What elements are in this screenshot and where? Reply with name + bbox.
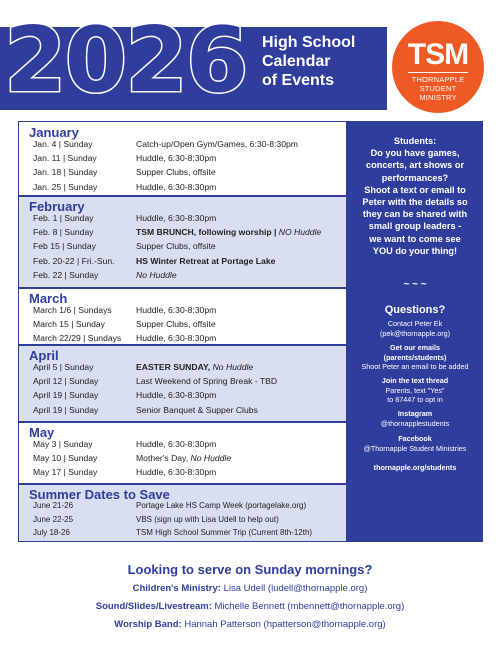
text-thread-info — [351, 376, 479, 405]
promo-line: small group leaders - — [368, 221, 462, 232]
event-description — [136, 465, 216, 479]
title-line: of Events — [262, 72, 335, 89]
logo-sub-line: THORNAPPLE — [411, 75, 465, 84]
event-date: April 19 | Sunday — [33, 390, 99, 401]
event-text: Huddle, 6:30-8:30pm — [136, 439, 217, 449]
facebook-info — [351, 434, 479, 453]
serve-contact-line — [0, 619, 500, 630]
month-divider — [19, 421, 346, 423]
event-text: Catch-up/Open Gym/Games, 6:30-8:30pm — [136, 139, 298, 149]
event-description — [136, 317, 216, 331]
events-calendar — [18, 121, 347, 542]
event-date: June 22-25 — [33, 514, 74, 524]
event-description — [136, 513, 279, 526]
tilde-divider: ~ ~ ~ — [403, 279, 427, 290]
event-date: June 21-26 — [33, 501, 74, 510]
text-thread-body: Parents, text "Yes" — [385, 385, 445, 395]
contact-line: Contact Peter Ek — [387, 319, 443, 328]
event-text: Huddle, 6:30-8:30pm — [136, 467, 217, 478]
facebook-heading: Facebook — [398, 434, 432, 443]
event-description — [136, 239, 216, 253]
serve-role: Worship Band: — [114, 619, 182, 630]
event-date: April 12 | Sunday — [33, 376, 99, 387]
text-thread-body: to 87447 to opt in — [387, 395, 443, 404]
event-text: Last Weekend of Spring Break - TBD — [136, 376, 278, 387]
event-date: Feb. 22 | Sunday — [33, 269, 99, 280]
event-text: EASTER SUNDAY, — [136, 362, 213, 372]
event-date: Feb. 8 | Sunday — [33, 227, 94, 238]
emails-heading: (parents/students) — [383, 352, 447, 362]
event-description — [136, 268, 177, 282]
instagram-heading: Instagram — [397, 409, 433, 418]
month-heading: April — [29, 348, 59, 363]
event-description — [136, 451, 231, 465]
title-line: Calendar — [262, 53, 331, 70]
event-text: Supper Clubs, offsite — [136, 241, 216, 252]
event-description — [136, 403, 258, 417]
event-description — [136, 437, 216, 451]
serve-contact: Lisa Udell (ludell@thornapple.org) — [220, 583, 368, 594]
serve-heading: Looking to serve on Sunday mornings? — [127, 562, 373, 577]
info-sidebar — [347, 121, 483, 542]
event-text: Supper Clubs, offsite — [136, 319, 216, 330]
logo-sub-line: STUDENT — [419, 84, 457, 93]
month-divider — [19, 344, 346, 346]
month-heading: Summer Dates to Save — [29, 487, 170, 502]
instagram-handle: @thornapplestudents — [380, 418, 450, 428]
event-text: TSM High School Summer Trip (Current 8th-12th) — [136, 528, 313, 537]
serve-role: Sound/Slides/Livestream: — [95, 601, 212, 612]
emails-heading: Get our emails — [390, 343, 440, 352]
event-description — [136, 303, 216, 317]
event-description — [136, 180, 216, 194]
event-note: NO Huddle — [278, 227, 322, 238]
serve-contact-line — [0, 583, 500, 594]
event-date: Jan. 11 | Sunday — [33, 153, 97, 164]
calendar-title — [262, 33, 392, 90]
event-text: Mother's Day, — [136, 453, 191, 464]
month-section-april — [19, 345, 346, 422]
promo-line: Do you have games, — [370, 148, 460, 159]
event-note: No Huddle — [212, 362, 254, 372]
month-divider — [19, 195, 346, 197]
event-description — [136, 254, 275, 268]
month-heading: February — [29, 199, 85, 214]
event-date: March 1/6 | Sundays — [33, 305, 112, 315]
logo-sub-line: MINISTRY — [419, 93, 457, 102]
promo-line: Shoot a text or email to — [364, 184, 466, 195]
contact-email: (pek@thornapple.org) — [379, 328, 451, 338]
event-description — [136, 374, 277, 388]
event-text: Huddle, 6:30-8:30pm — [136, 333, 217, 344]
logo-sub-text — [392, 75, 484, 102]
title-line: High School — [262, 34, 356, 51]
event-date: Feb. 20-22 | Fri.-Sun. — [33, 255, 115, 266]
event-note: No Huddle — [190, 453, 232, 464]
promo-line: performances? — [381, 172, 449, 183]
promo-line: YOU do your thing! — [372, 245, 458, 256]
event-text: Huddle, 6:30-8:30pm — [136, 305, 217, 315]
instagram-info — [351, 409, 479, 428]
year-title: 2026 — [4, 8, 247, 113]
month-divider — [19, 287, 346, 289]
event-description — [136, 165, 216, 179]
questions-heading: Questions? — [384, 304, 446, 316]
event-date: May 3 | Sunday — [33, 439, 93, 449]
tsm-logo — [392, 21, 484, 113]
serve-contact: Hannah Patterson (hpatterson@thornapple.org) — [181, 619, 386, 630]
month-heading: May — [29, 425, 55, 440]
serve-contact-line — [0, 601, 500, 612]
event-note: No Huddle — [136, 269, 177, 280]
month-section-march — [19, 288, 346, 345]
month-divider — [19, 483, 346, 485]
event-text: Portage Lake HS Camp Week (portagelake.org) — [136, 501, 307, 510]
month-section-february — [19, 196, 346, 288]
event-date: July 18-26 — [33, 528, 70, 537]
event-text: VBS (sign up with Lisa Udell to help out) — [136, 514, 279, 524]
month-section-january — [19, 122, 346, 196]
event-date: Jan. 25 | Sunday — [33, 181, 98, 192]
event-date: March 22/29 | Sundays — [33, 333, 122, 344]
emails-info — [351, 343, 479, 372]
logo-main-text: TSM — [407, 38, 469, 71]
event-text: Senior Banquet & Supper Clubs — [136, 404, 258, 415]
event-text: Huddle, 6:30-8:30pm — [136, 181, 217, 192]
event-description — [136, 225, 321, 239]
event-date: May 17 | Sunday — [33, 467, 98, 478]
month-heading: January — [29, 125, 79, 140]
event-date: April 5 | Sunday — [33, 362, 94, 372]
contact-info — [351, 319, 479, 338]
event-description — [136, 151, 216, 165]
month-heading: March — [29, 291, 68, 306]
event-description — [136, 388, 216, 402]
students-promo — [351, 135, 479, 257]
promo-line: they can be shared with — [362, 209, 468, 220]
text-thread-heading: Join the text thread — [381, 376, 449, 385]
event-text: Huddle, 6:30-8:30pm — [136, 390, 217, 401]
event-date: March 15 | Sunday — [33, 319, 105, 330]
facebook-handle: @Thornapple Student Ministries — [363, 443, 467, 453]
event-date: Feb. 1 | Sunday — [33, 213, 94, 223]
event-date: April 19 | Sunday — [33, 404, 99, 415]
month-section-may — [19, 422, 346, 484]
event-text: TSM BRUNCH, following worship | — [136, 227, 279, 238]
promo-line: we want to come see — [369, 233, 461, 244]
event-date: May 10 | Sunday — [33, 453, 98, 464]
event-text: Supper Clubs, offsite — [136, 167, 216, 178]
event-date: Jan. 4 | Sunday — [33, 139, 93, 149]
promo-line: Students: — [393, 136, 437, 146]
logo-rule — [408, 72, 468, 73]
event-description — [136, 360, 253, 374]
promo-line: Peter with the details so — [362, 197, 468, 208]
month-section-summer-dates-to-save — [19, 484, 346, 541]
event-description — [136, 499, 306, 512]
website-link[interactable]: thornapple.org/students — [373, 463, 457, 472]
emails-body: Shoot Peter an email to be added — [361, 362, 469, 371]
event-description — [136, 211, 216, 225]
event-text: HS Winter Retreat at Portage Lake — [136, 255, 276, 266]
promo-line: concerts, art shows or — [365, 160, 465, 171]
serve-contact: Michelle Bennett (mbennett@thornapple.org) — [211, 601, 405, 612]
serve-role: Children's Ministry: — [132, 583, 221, 594]
event-text: Huddle, 6:30-8:30pm — [136, 213, 217, 223]
event-date: Feb 15 | Sunday — [33, 241, 96, 252]
event-text: Huddle, 6:30-8:30pm — [136, 153, 217, 164]
event-date: Jan. 18 | Sunday — [33, 167, 98, 178]
event-description — [136, 137, 298, 151]
event-description — [136, 526, 312, 539]
